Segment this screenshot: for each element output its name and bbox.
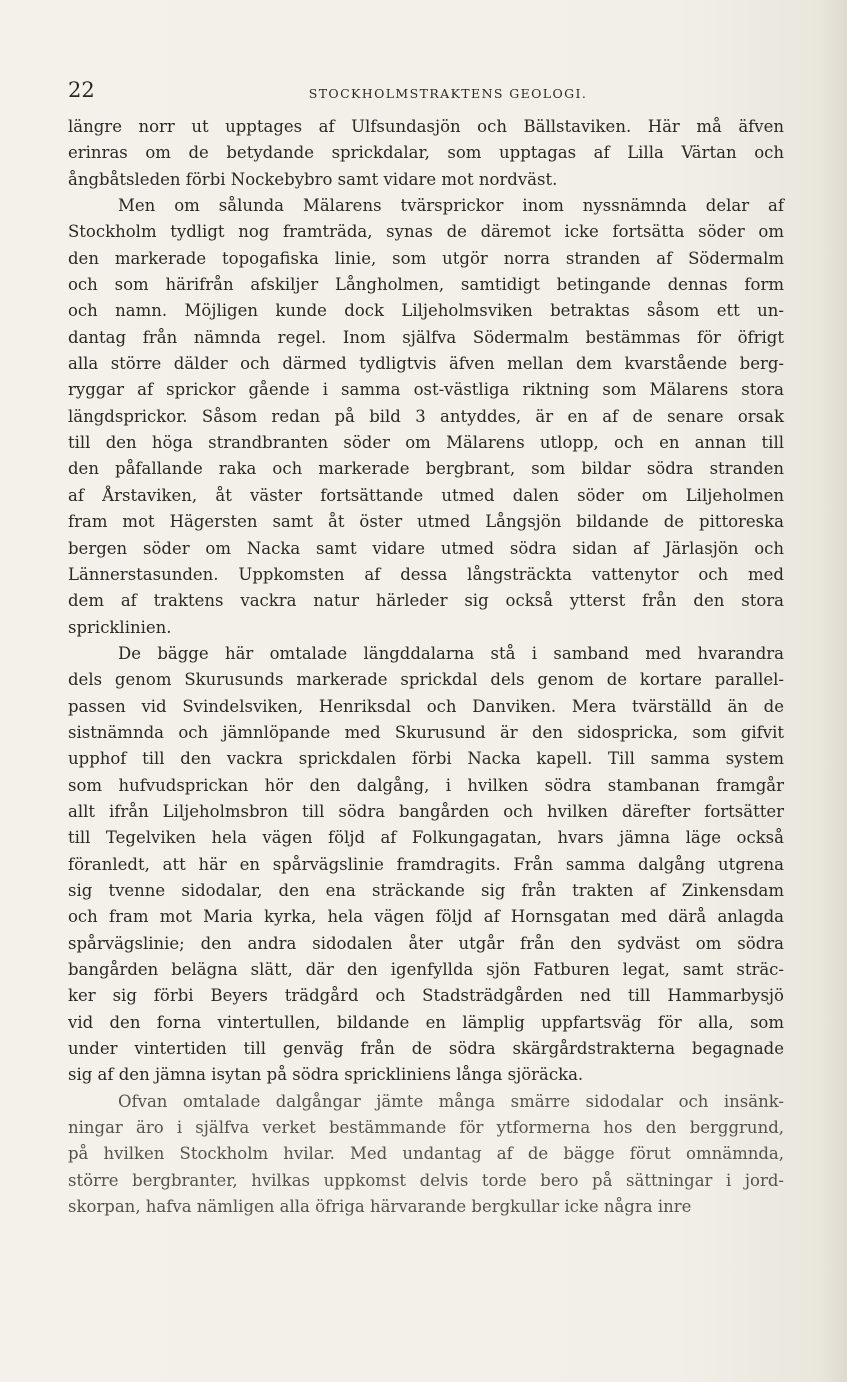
body-text [68, 114, 784, 1220]
text-line: under vintertiden till genväg från de södra skärgårdstrakterna begagnade [68, 1039, 784, 1059]
text-line: som hufvudsprickan hör den dalgång, i hvilken södra stambanan framgår [68, 775, 784, 795]
text-line: större bergbranter, hvilkas uppkomst delvis torde bero på sättningar i jord- [68, 1170, 784, 1190]
text-line: fram mot Hägersten samt åt öster utmed Långsjön bildande de pittoreska [68, 512, 784, 532]
text-line: spricklinien. [68, 617, 172, 637]
text-line: Men om sålunda Mälarens tvärsprickor inom nyssnämnda delar af [118, 196, 784, 216]
paragraph [68, 641, 784, 1089]
text-line: ningar äro i själfva verket bestämmande för ytformerna hos den berggrund, [68, 1118, 784, 1138]
text-line: dantag från nämnda regel. Inom själfva Södermalm bestämmas för öfrigt [68, 327, 784, 347]
page-header [68, 78, 788, 102]
text-line: ryggar af sprickor gående i samma ost-västliga riktning som Mälarens stora [68, 380, 784, 400]
text-line: bergen söder om Nacka samt vidare utmed södra sidan af Järlasjön och [68, 538, 784, 558]
text-line: bangården belägna slätt, där den igenfyllda sjön Fatburen legat, samt sträc- [68, 960, 784, 979]
text-line: dels genom Skurusunds markerade sprickdal dels genom de kortare parallel- [68, 670, 784, 690]
text-line: allt ifrån Liljeholmsbron till södra bangården och hvilken därefter fortsätter [68, 801, 784, 821]
text-line: ångbåtsleden förbi Nockebybro samt vidare mot nordväst. [68, 169, 558, 189]
text-line: till Tegelviken hela vägen följd af Folkungagatan, hvars jämna läge också [68, 828, 784, 848]
text-line: sistnämnda och jämnlöpande med Skurusund är den sidospricka, som gifvit [68, 722, 784, 742]
text-line: Stockholm tydligt nog framträda, synas de däremot icke fortsätta söder om [68, 222, 784, 242]
text-line: den markerade topogafiska linie, som utgör norra stranden af Södermalm [68, 248, 784, 268]
page-number: 22 [68, 78, 95, 102]
running-title: STOCKHOLMSTRAKTENS GEOLOGI. [308, 86, 588, 101]
text-line: dem af traktens vackra natur härleder sig också ytterst från den stora [68, 591, 784, 611]
text-line: De bägge här omtalade längddalarna stå i samband med hvarandra [118, 643, 784, 663]
paragraph [68, 1089, 784, 1221]
text-line: spårvägslinie; den andra sidodalen åter utgår från den sydväst om södra [68, 933, 784, 953]
text-line: alla större dälder och därmed tydligtvis äfven mellan dem kvarstående berg- [68, 354, 784, 374]
text-line: erinras om de betydande sprickdalar, som upptagas af Lilla Värtan och [68, 143, 784, 163]
text-line: ker sig förbi Beyers trädgård och Stadsträdgården ned till Hammarbysjö [68, 986, 784, 1006]
text-line: och namn. Möjligen kunde dock Liljeholmsviken betraktas såsom ett un- [68, 301, 784, 321]
text-line: Lännerstasunden. Uppkomsten af dessa långsträckta vattenytor och med [68, 564, 784, 584]
text-line: vid den forna vintertullen, bildande en lämplig uppfartsväg för alla, som [68, 1012, 784, 1032]
paragraph [68, 193, 784, 641]
text-line: skorpan, hafva nämligen alla öfriga härvarande bergkullar icke några inre [68, 1197, 692, 1217]
text-line: längdsprickor. Såsom redan på bild 3 antyddes, är en af de senare orsak [68, 406, 784, 426]
text-line: till den höga strandbranten söder om Mälarens utlopp, och en annan till [68, 433, 784, 453]
text-line: Ofvan omtalade dalgångar jämte många smärre sidodalar och insänk- [118, 1091, 784, 1111]
text-line: och som härifrån afskiljer Långholmen, samtidigt betingande dennas form [68, 275, 784, 295]
text-line: sig af den jämna isytan på södra sprickliniens långa sjöräcka. [68, 1065, 584, 1085]
text-line: den påfallande raka och markerade bergbrant, som bildar södra stranden [68, 459, 784, 479]
text-line: passen vid Svindelsviken, Henriksdal och Danviken. Mera tvärställd än de [68, 696, 784, 716]
text-line: sig tvenne sidodalar, den ena sträckande sig från trakten af Zinkensdam [68, 880, 784, 900]
text-line: föranledt, att här en spårvägslinie framdragits. Från samma dalgång utgrena [68, 854, 784, 874]
text-line: upphof till den vackra sprickdalen förbi Nacka kapell. Till samma system [68, 749, 784, 769]
text-line: och fram mot Maria kyrka, hela vägen följd af Hornsgatan med därå anlagda [68, 907, 784, 927]
text-line: på hvilken Stockholm hvilar. Med undantag af de bägge förut omnämnda, [68, 1144, 784, 1164]
text-line: längre norr ut upptages af Ulfsundasjön och Bällstaviken. Här må äfven [68, 117, 784, 136]
text-line: af Årstaviken, åt väster fortsättande utmed dalen söder om Liljeholmen [68, 485, 784, 505]
paragraph [68, 114, 784, 193]
